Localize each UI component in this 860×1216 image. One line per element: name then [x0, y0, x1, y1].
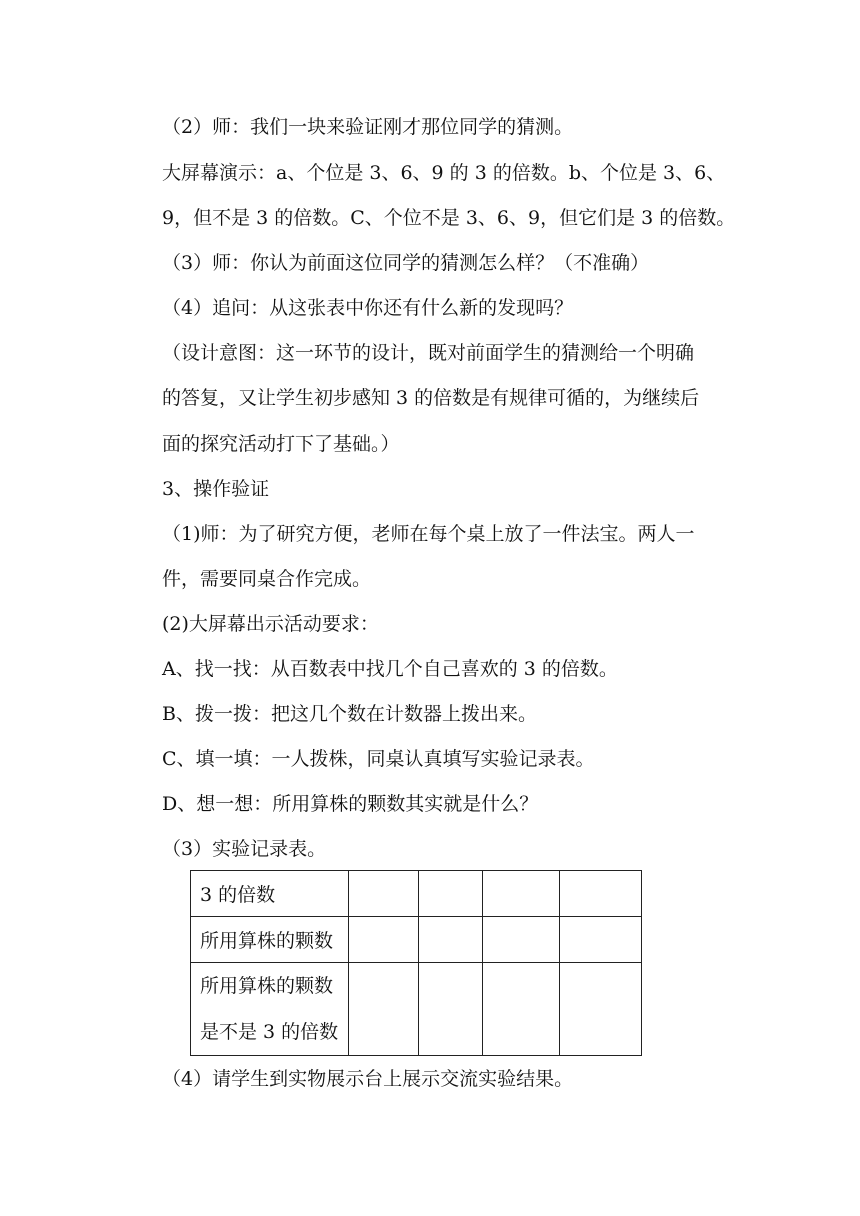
- table-cell: [560, 963, 642, 1056]
- row-label-bead-count: 所用算株的颗数: [191, 917, 349, 963]
- paragraph-line: A、找一找：从百数表中找几个自己喜欢的 3 的倍数。: [162, 658, 618, 680]
- paragraph-line: C、填一填：一人拨株，同桌认真填写实验记录表。: [162, 748, 595, 770]
- table-cell: [483, 871, 560, 917]
- table-cell: [349, 963, 419, 1056]
- table-cell: [483, 917, 560, 963]
- row-label-is-multiple: [191, 963, 349, 1056]
- paragraph-line: （4）请学生到实物展示台上展示交流实验结果。: [162, 1068, 574, 1090]
- paragraph-line: （2）师：我们一块来验证刚才那位同学的猜测。: [162, 116, 574, 138]
- table-cell: [419, 871, 483, 917]
- table-cell: [419, 963, 483, 1056]
- paragraph-line: 件，需要同桌合作完成。: [162, 568, 372, 590]
- paragraph-line: 9，但不是 3 的倍数。C、个位不是 3、6、9，但它们是 3 的倍数。: [162, 207, 736, 229]
- row-label-multiple-of-3: 3 的倍数: [191, 871, 349, 917]
- paragraph-line: （3）师：你认为前面这位同学的猜测怎么样？（不准确）: [162, 252, 650, 274]
- section-heading: 3、操作验证: [162, 478, 270, 500]
- row-label-line: 所用算株的颗数: [200, 975, 334, 997]
- paragraph-line: （1)师：为了研究方便，老师在每个桌上放了一件法宝。两人一: [162, 523, 695, 545]
- paragraph-line: 的答复，又让学生初步感知 3 的倍数是有规律可循的，为继续后: [162, 387, 700, 409]
- paragraph-line: （3）实验记录表。: [162, 838, 327, 860]
- table-cell: [483, 963, 560, 1056]
- paragraph-line: D、想一想：所用算株的颗数其实就是什么？: [162, 793, 539, 815]
- paragraph-line: （4）追问：从这张表中你还有什么新的发现吗？: [162, 297, 574, 319]
- table-cell: [560, 917, 642, 963]
- table-cell: [349, 917, 419, 963]
- table-row: [191, 917, 642, 963]
- paragraph-line: （设计意图：这一环节的设计，既对前面学生的猜测给一个明确: [162, 342, 695, 364]
- paragraph-line: (2)大屏幕出示活动要求：: [162, 613, 379, 635]
- paragraph-line: 大屏幕演示：a、个位是 3、6、9 的 3 的倍数。b、个位是 3、6、: [162, 162, 726, 184]
- table-cell: [349, 871, 419, 917]
- table-row: [191, 871, 642, 917]
- experiment-record-table: [190, 870, 642, 1056]
- table-row: [191, 963, 642, 1056]
- paragraph-line: 面的探究活动打下了基础。）: [162, 433, 400, 455]
- table-cell: [419, 917, 483, 963]
- table-cell: [560, 871, 642, 917]
- paragraph-line: B、拨一拨：把这几个数在计数器上拨出来。: [162, 703, 537, 725]
- row-label-line: 是不是 3 的倍数: [200, 1021, 339, 1043]
